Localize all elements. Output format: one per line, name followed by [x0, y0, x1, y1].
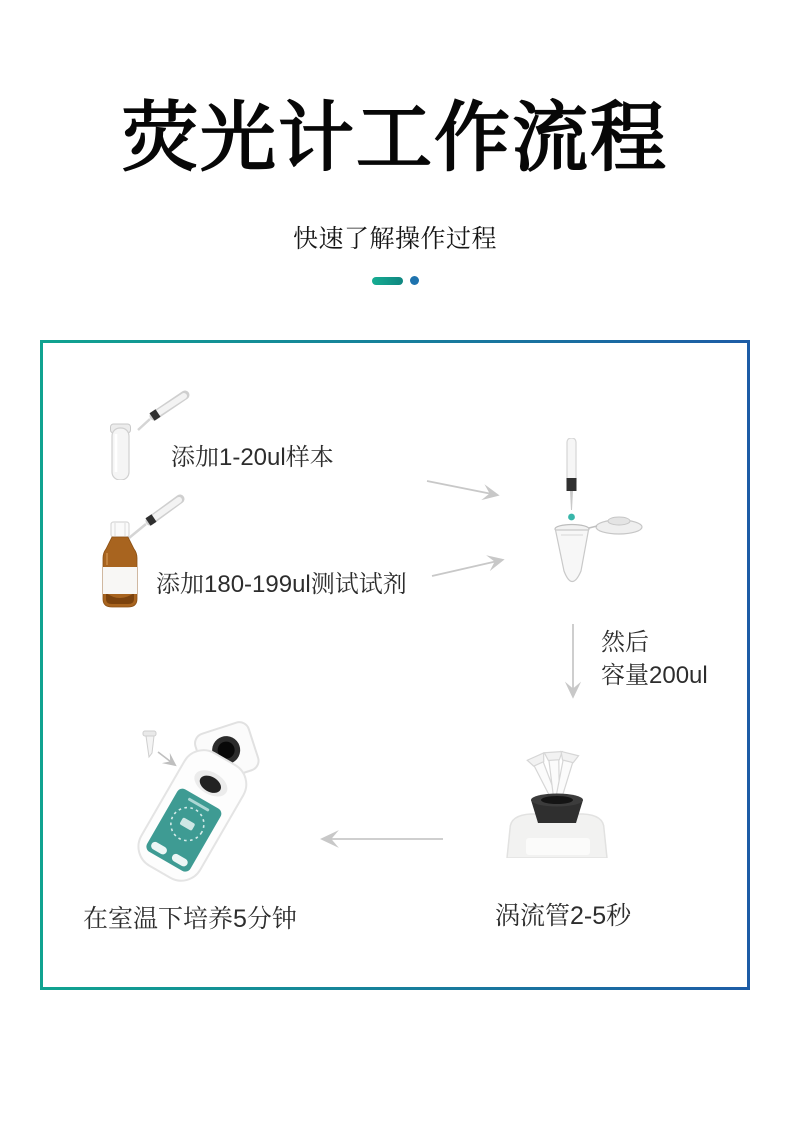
right-arrow-icon — [429, 549, 519, 583]
vortex-label: 涡流管2-5秒 — [495, 902, 632, 930]
page-title: 荧光计工作流程 — [122, 93, 668, 182]
down-arrow-icon — [561, 624, 585, 709]
workflow-canvas — [43, 343, 747, 987]
divider-dot — [410, 276, 419, 285]
reagent-bottle-dropper-icon — [98, 493, 198, 618]
workflow-panel — [40, 340, 750, 990]
microcentrifuge-tube-pipette-icon — [543, 438, 653, 598]
volume-note-line2: 容量200ul — [601, 662, 708, 689]
divider-dash — [372, 277, 403, 285]
fluorometer-device-icon — [103, 721, 278, 893]
page-subtitle: 快速了解操作过程 — [292, 225, 497, 253]
volume-note-line1: 然后 — [601, 629, 649, 656]
volume-note — [601, 626, 708, 692]
add-reagent-label: 添加180-199ul测试试剂 — [156, 571, 407, 598]
add-sample-label: 添加1-20ul样本 — [171, 444, 334, 471]
incubate-label: 在室温下培养5分钟 — [83, 905, 297, 933]
right-arrow-icon — [425, 473, 515, 505]
left-arrow-icon — [311, 830, 451, 848]
vortex-mixer-icon — [493, 743, 618, 858]
title-divider — [0, 276, 790, 285]
